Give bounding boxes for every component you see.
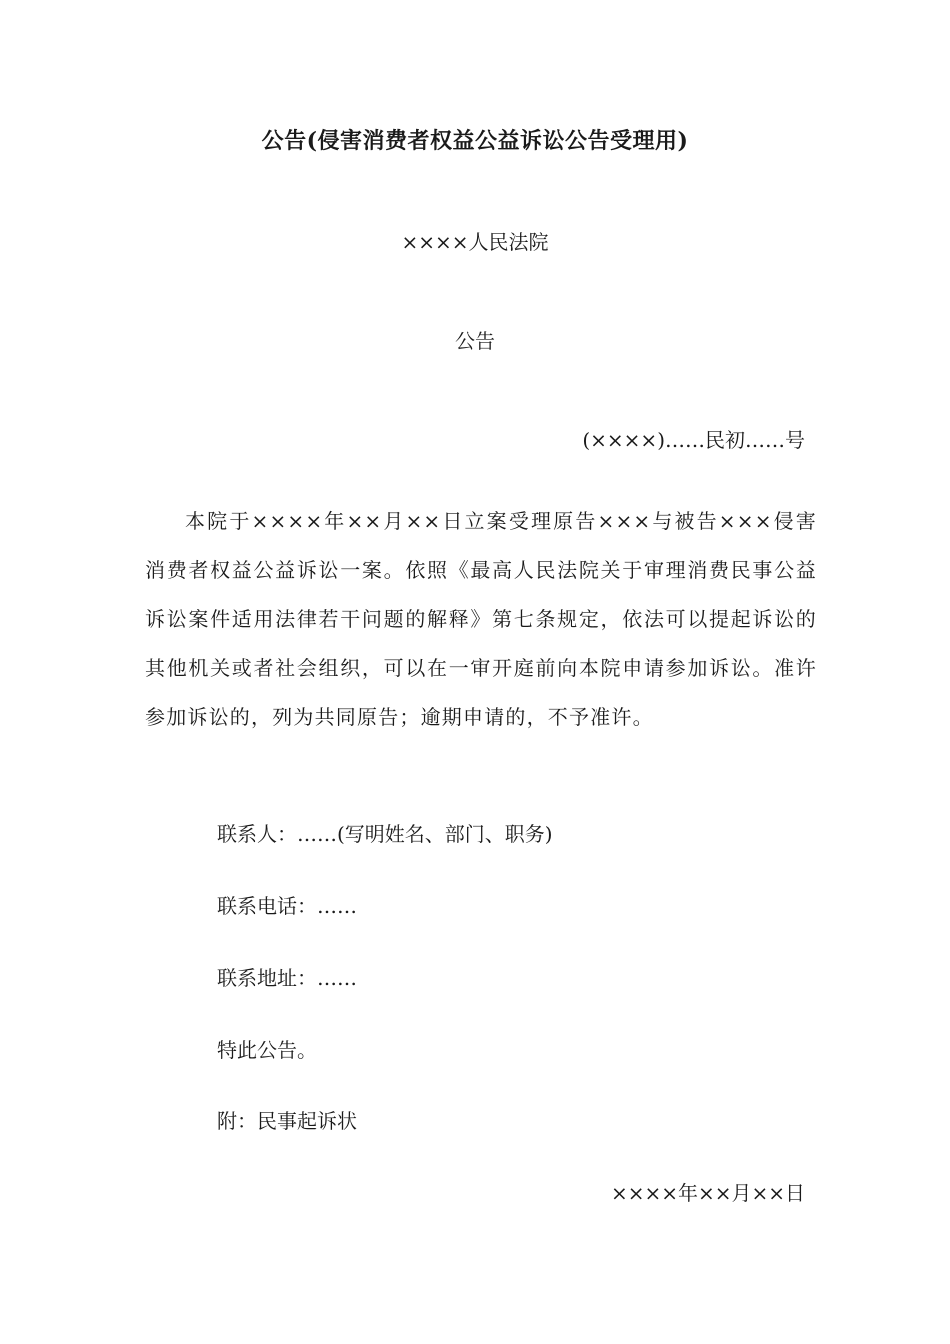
contact-address: 联系地址：…… [217, 966, 357, 990]
case-number: (××××)……民初……号 [582, 428, 805, 452]
court-name: ××××人民法院 [401, 230, 549, 254]
document-title: 公告(侵害消费者权益公益诉讼公告受理用) [261, 128, 689, 154]
contact-person: 联系人：……(写明姓名、部门、职务) [217, 822, 553, 846]
attachment-note: 附：民事起诉状 [217, 1109, 357, 1133]
notice-heading: 公告 [455, 329, 495, 353]
body-paragraph: 本院于××××年××月××日立案受理原告×××与被告×××侵害消费者权益公益诉讼一案。依照《最高人民法院关于审理消费民事公益诉讼案件适用法律若干问题的解释》第七条规定，依法可以提起诉讼的其他机关或者社会组织，可以在一审开庭前向本院申请参加诉讼。准许参加诉讼的，列为共同原告；逾期申请的，不予准许。 [145, 509, 817, 729]
closing-statement: 特此公告。 [217, 1038, 317, 1062]
contact-phone: 联系电话：…… [217, 894, 357, 918]
document-date: ××××年××月××日 [610, 1181, 805, 1205]
